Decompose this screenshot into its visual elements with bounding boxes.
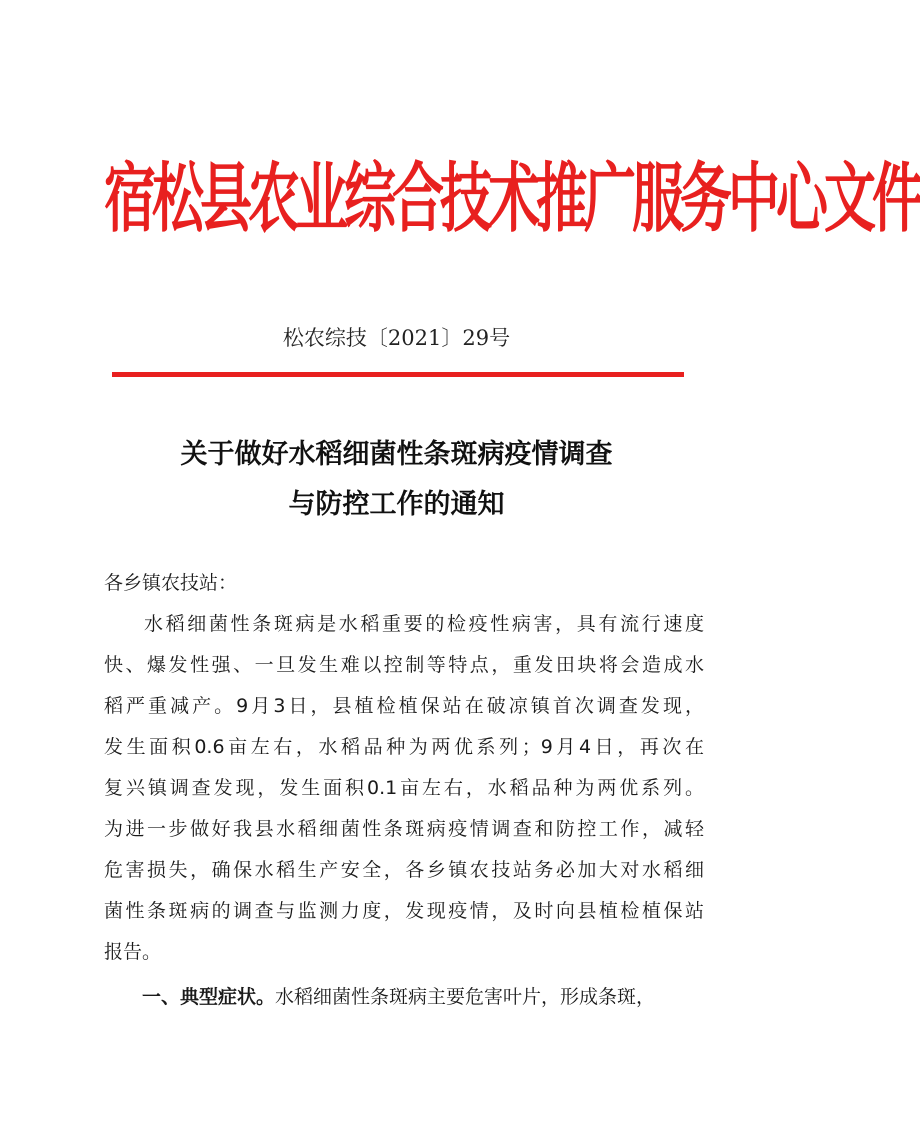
- paragraph-line: 稻严重减产。9月3日，县植检植保站在破凉镇首次调查发现，: [104, 695, 704, 717]
- title-line-1: 关于做好水稻细菌性条斑病疫情调查: [180, 439, 613, 470]
- red-divider-line: [112, 372, 684, 377]
- notice-body: [104, 563, 704, 1018]
- document-number: 松农综技〔2021〕29号: [282, 326, 511, 350]
- paragraph-line: 复兴镇调查发现，发生面积0.1亩左右，水稻品种为两优系列。: [104, 777, 704, 799]
- section-1-text: 水稻细菌性条斑病主要危害叶片，形成条斑，: [275, 986, 656, 1008]
- paragraph-line: 快、爆发性强、一旦发生难以控制等特点，重发田块将会造成水: [104, 654, 704, 676]
- paragraph-line: 为进一步做好我县水稻细菌性条斑病疫情调查和防控工作，减轻: [104, 818, 704, 840]
- paragraph-line: 危害损失，确保水稻生产安全，各乡镇农技站务必加大对水稻细: [104, 859, 704, 881]
- paragraph-1: [104, 604, 704, 973]
- issuer-title: 宿松县农业综合技术推广服务中心文件: [104, 155, 920, 244]
- title-line-2: 与防控工作的通知: [288, 489, 505, 520]
- section-1-heading: 一、典型症状。: [142, 986, 276, 1008]
- paragraph-line: 报告。: [104, 941, 162, 963]
- salutation: 各乡镇农技站：: [104, 572, 238, 594]
- notice-title: [100, 430, 693, 530]
- section-1: [104, 977, 704, 1018]
- paragraph-line: 水稻细菌性条斑病是水稻重要的检疫性病害，具有流行速度: [144, 613, 704, 635]
- paragraph-line: 菌性条斑病的调查与监测力度，发现疫情，及时向县植检植保站: [104, 900, 704, 922]
- paragraph-line: 发生面积0.6亩左右，水稻品种为两优系列；9月4日，再次在: [104, 736, 704, 758]
